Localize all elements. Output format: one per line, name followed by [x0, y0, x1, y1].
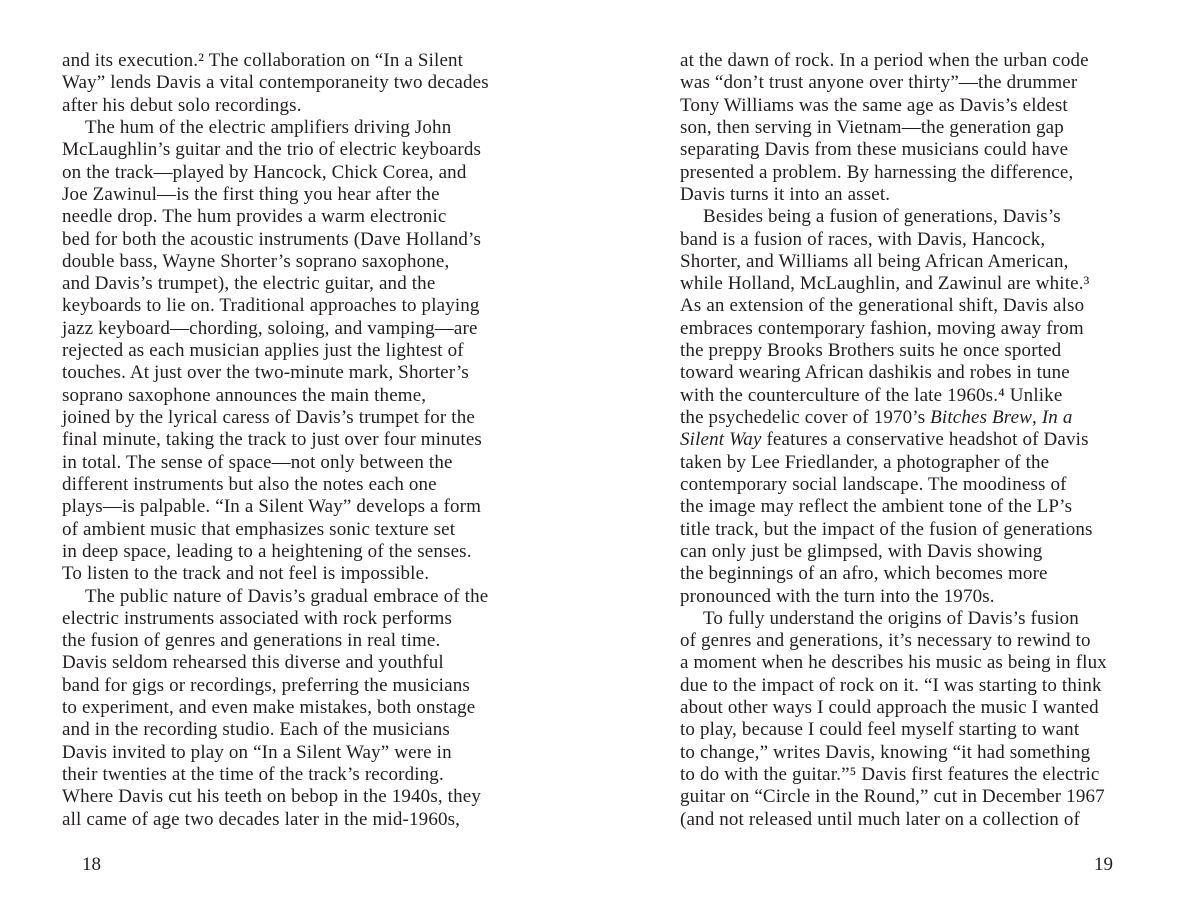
text-line — [680, 429, 1150, 451]
text-line: taken by Lee Friedlander, a photographer of the — [680, 451, 1050, 473]
text-segment: features a conservative headshot of Davis — [761, 429, 1089, 451]
text-line: double bass, Wayne Shorter’s soprano saxophone, — [62, 250, 450, 272]
text-line: pronounced with the turn into the 1970s. — [680, 585, 995, 607]
text-line: soprano saxophone announces the main theme, — [62, 384, 427, 406]
left-page-text — [62, 50, 532, 831]
text-line: a moment when he describes his music as being in flux — [680, 652, 1107, 674]
text-line: title track, but the impact of the fusion of generations — [680, 518, 1093, 540]
text-line: Where Davis cut his teeth on bebop in the 1940s, they — [62, 786, 481, 808]
italic-title: Silent Way — [680, 429, 762, 451]
text-line: toward wearing African dashikis and robes in tune — [680, 362, 1070, 384]
text-line: Tony Williams was the same age as Davis’s eldest — [680, 94, 1068, 116]
text-line: with the counterculture of the late 1960s.⁴ Unlike — [680, 384, 1063, 406]
text-line: about other ways I could approach the music I wanted — [680, 697, 1099, 719]
page-number-right: 19 — [1094, 854, 1113, 875]
text-line: their twenties at the time of the track’s recording. — [62, 764, 444, 785]
text-line: joined by the lyrical caress of Davis’s trumpet for the — [62, 407, 475, 428]
text-line: The hum of the electric amplifiers driving John — [85, 116, 452, 138]
italic-title: In a — [1041, 407, 1073, 428]
text-line: the fusion of genres and generations in real time. — [62, 630, 441, 652]
text-line: (and not released until much later on a collection of — [680, 808, 1080, 830]
text-line: Besides being a fusion of generations, Davis’s — [703, 206, 1061, 228]
italic-title: Bitches Brew — [930, 407, 1033, 428]
text-line: guitar on “Circle in the Round,” cut in December 1967 — [680, 786, 1105, 808]
text-line: on the track—played by Hancock, Chick Corea, and — [62, 161, 467, 183]
text-line: of genres and generations, it’s necessary to rewind to — [680, 630, 1091, 652]
text-line: the beginnings of an afro, which becomes more — [680, 563, 1048, 585]
text-line: separating Davis from these musicians could have — [680, 139, 1069, 161]
text-line: embraces contemporary fashion, moving away from — [680, 317, 1084, 339]
text-line: electric instruments associated with rock performs — [62, 607, 453, 629]
text-line: presented a problem. By harnessing the difference, — [680, 161, 1074, 183]
text-line: due to the impact of rock on it. “I was starting to think — [680, 674, 1102, 696]
text-segment: the psychedelic cover of 1970’s — [680, 407, 931, 428]
text-line: the preppy Brooks Brothers suits he once sported — [680, 340, 1062, 362]
text-line: and Davis’s trumpet), the electric guitar, and the — [62, 273, 436, 295]
text-line: after his debut solo recordings. — [62, 94, 302, 116]
text-line: To listen to the track and not feel is impossible. — [62, 563, 430, 585]
text-line: to do with the guitar.”⁵ Davis first features the electric — [680, 764, 1100, 785]
text-line: bed for both the acoustic instruments (Dave Holland’s — [62, 228, 481, 250]
text-line: Davis invited to play on “In a Silent Way” were in — [62, 741, 452, 763]
text-line: To fully understand the origins of Davis’s fusion — [703, 607, 1079, 629]
text-line: different instruments but also the notes each one — [62, 473, 437, 495]
text-line — [680, 407, 1150, 429]
text-line: final minute, taking the track to just over four minutes — [62, 429, 482, 451]
text-line: to change,” writes Davis, knowing “it had something — [680, 741, 1091, 763]
text-line: touches. At just over the two-minute mark, Shorter’s — [62, 362, 469, 384]
text-line: Way” lends Davis a vital contemporaneity two decades — [62, 72, 489, 94]
text-line: to play, because I could feel myself starting to want — [680, 719, 1080, 741]
text-line: all came of age two decades later in the mid-1960s, — [62, 808, 461, 830]
text-line: needle drop. The hum provides a warm electronic — [62, 206, 447, 228]
text-line: contemporary social landscape. The moodiness of — [680, 473, 1067, 495]
text-line: Davis seldom rehearsed this diverse and youthful — [62, 652, 444, 674]
text-line: in deep space, leading to a heightening of the senses. — [62, 540, 472, 562]
text-line: keyboards to lie on. Traditional approaches to playing — [62, 295, 480, 317]
text-line: Davis turns it into an asset. — [680, 183, 891, 205]
text-line: band is a fusion of races, with Davis, Hancock, — [680, 228, 1046, 250]
text-line: band for gigs or recordings, preferring the musicians — [62, 674, 470, 696]
text-line: in total. The sense of space—not only between the — [62, 451, 453, 473]
page-number-left: 18 — [82, 854, 101, 875]
text-line: plays—is palpable. “In a Silent Way” develops a form — [62, 496, 482, 518]
text-segment: , — [1032, 407, 1042, 428]
text-line: jazz keyboard—chording, soloing, and vamping—are — [62, 317, 478, 339]
text-line: rejected as each musician applies just the lightest of — [62, 340, 464, 362]
right-page-text — [680, 50, 1150, 831]
text-line: Joe Zawinul—is the first thing you hear after the — [62, 183, 440, 205]
text-line: the image may reflect the ambient tone of the LP’s — [680, 496, 1073, 518]
text-line: McLaughlin’s guitar and the trio of electric keyboards — [62, 139, 482, 161]
text-line: son, then serving in Vietnam—the generation gap — [680, 116, 1064, 138]
text-line: of ambient music that emphasizes sonic texture set — [62, 518, 456, 540]
text-line: and in the recording studio. Each of the musicians — [62, 719, 450, 741]
text-line: to experiment, and even make mistakes, both onstage — [62, 697, 476, 719]
text-line: The public nature of Davis’s gradual embrace of the — [85, 585, 489, 607]
text-line: while Holland, McLaughlin, and Zawinul are white.³ — [680, 273, 1090, 295]
text-line: was “don’t trust anyone over thirty”—the drummer — [680, 72, 1078, 94]
text-line: can only just be glimpsed, with Davis showing — [680, 540, 1043, 562]
text-line: Shorter, and Williams all being African American, — [680, 250, 1069, 272]
text-line: As an extension of the generational shift, Davis also — [680, 295, 1085, 317]
text-line: at the dawn of rock. In a period when the urban code — [680, 50, 1089, 71]
text-line: and its execution.² The collaboration on “In a Silent — [62, 50, 464, 71]
